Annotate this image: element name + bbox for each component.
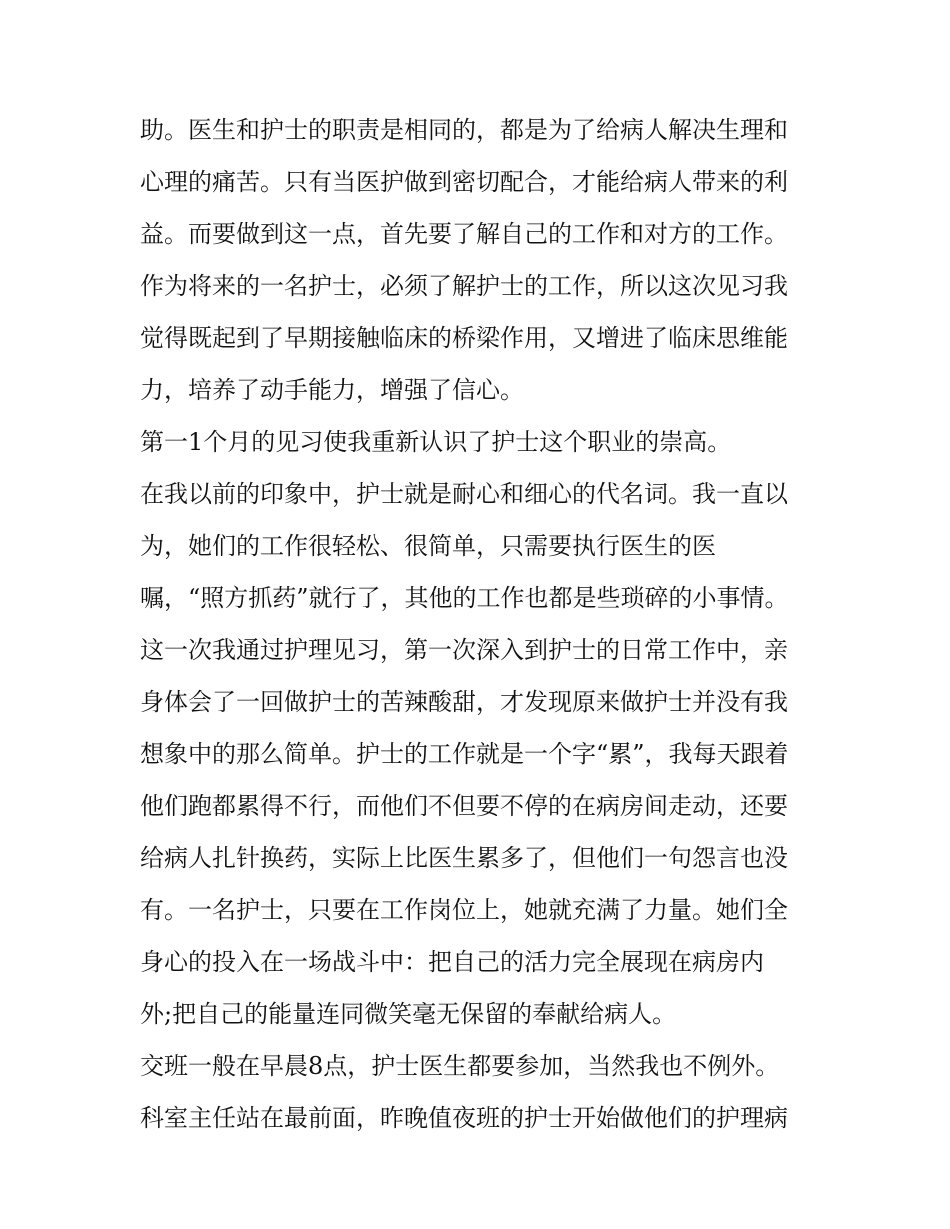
text-line: 外;把自己的能量连同微笑毫无保留的奉献给病人。 xyxy=(140,1000,677,1028)
text-line: 身体会了一回做护士的苦辣酸甜，才发现原来做护士并没有我 xyxy=(140,688,788,716)
text-line: 觉得既起到了早期接触临床的桥梁作用，又增进了临床思维能 xyxy=(140,324,788,352)
text-line: 力，培养了动手能力，增强了信心。 xyxy=(140,376,524,404)
text-line: 交班一般在早晨8点，护士医生都要参加，当然我也不例外。 xyxy=(140,1052,780,1080)
text-line: 助。医生和护士的职责是相同的，都是为了给病人解决生理和 xyxy=(140,116,788,144)
text-line: 益。而要做到这一点，首先要了解自己的工作和对方的工作。 xyxy=(140,220,788,248)
text-line: 给病人扎针换药，实际上比医生累多了，但他们一句怨言也没 xyxy=(140,844,788,872)
text-line: 在我以前的印象中，护士就是耐心和细心的代名词。我一直以 xyxy=(140,480,788,508)
body-text xyxy=(140,104,820,1144)
text-line: 有。一名护士，只要在工作岗位上，她就充满了力量。她们全 xyxy=(140,896,788,924)
text-line: 想象中的那么简单。护士的工作就是一个字“累”，我每天跟着 xyxy=(140,740,789,768)
text-line: 他们跑都累得不行，而他们不但要不停的在病房间走动，还要 xyxy=(140,792,788,820)
text-line: 心理的痛苦。只有当医护做到密切配合，才能给病人带来的利 xyxy=(140,168,788,196)
text-line: 嘱，“照方抓药”就行了，其他的工作也都是些琐碎的小事情。 xyxy=(140,584,789,612)
text-line: 这一次我通过护理见习，第一次深入到护士的日常工作中，亲 xyxy=(140,636,788,664)
text-line: 第一1个月的见习使我重新认识了护士这个职业的崇高。 xyxy=(140,428,732,456)
text-line: 身心的投入在一场战斗中：把自己的活力完全展现在病房内 xyxy=(140,948,764,976)
text-line: 作为将来的一名护士，必须了解护士的工作，所以这次见习我 xyxy=(140,272,788,300)
text-line: 科室主任站在最前面，昨晚值夜班的护士开始做他们的护理病 xyxy=(140,1104,788,1132)
text-line: 为，她们的工作很轻松、很简单，只需要执行医生的医 xyxy=(140,532,716,560)
